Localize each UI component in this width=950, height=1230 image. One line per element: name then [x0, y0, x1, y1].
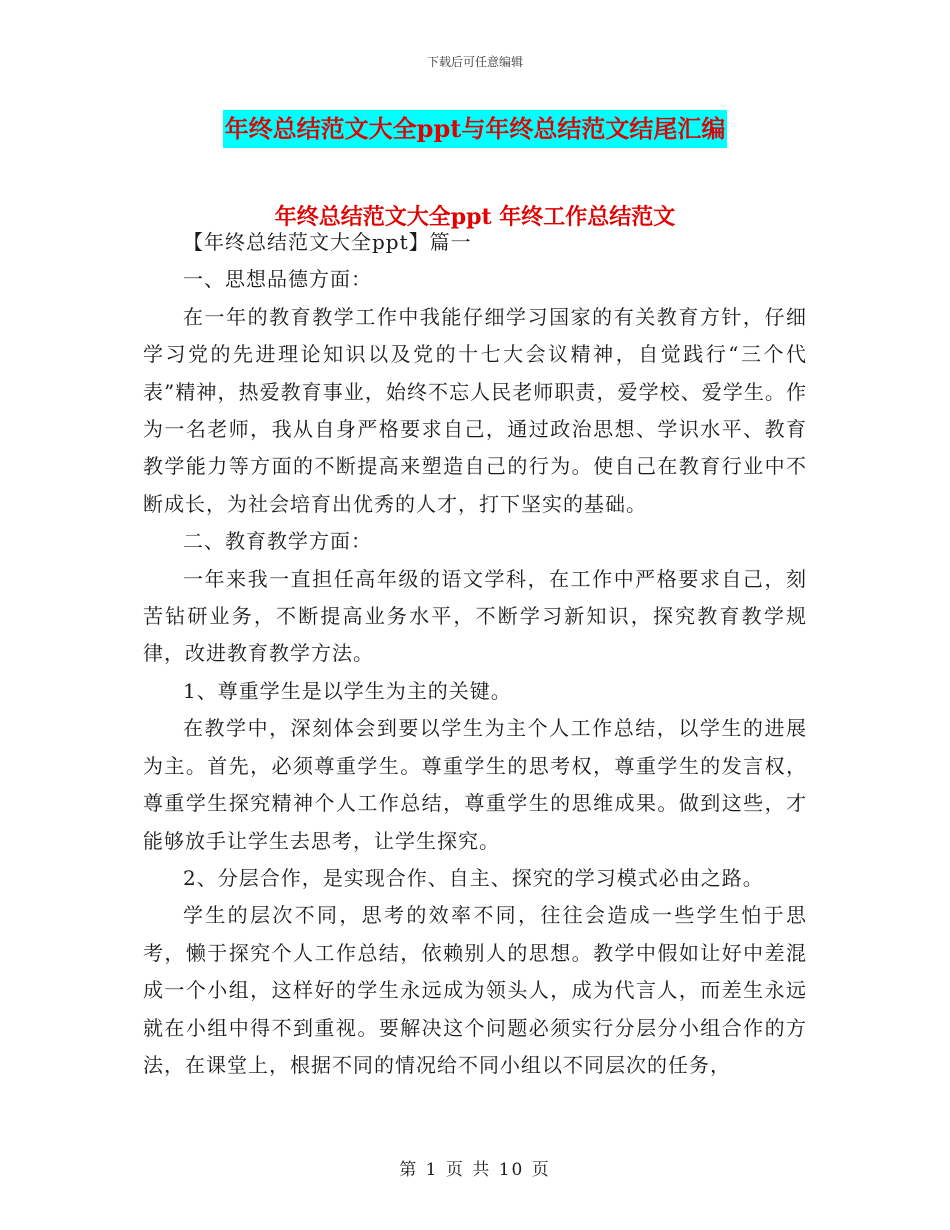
- paragraph: 在一年的教育教学工作中我能仔细学习国家的有关教育方针，仔细学习党的先进理论知识以及党的十七大会议精神，自觉践行“三个代表”精神，热爱教育事业，始终不忘人民老师职责，爱学校、爱学生。作为一名老师，我从自身严格要求自己，通过政治思想、学识水平、教育教学能力等方面的不断提高来塑造自己的行为。使自己在教育行业中不断成长，为社会培育出优秀的人才，打下坚实的基础。: [143, 304, 807, 516]
- paragraph: 二、教育教学方面：: [183, 529, 372, 554]
- paragraph: 一、思想品德方面：: [183, 267, 372, 292]
- section-heading: 【年终总结范文大全ppt】篇一: [183, 230, 472, 254]
- paragraph: 学生的层次不同，思考的效率不同，往往会造成一些学生怕于思考，懒于探究个人工作总结，依赖别人的思想。教学中假如让好中差混成一个小组，这样好的学生永远成为领头人，成为代言人，而差生永远就在小组中得不到重视。要解决这个问题必须实行分层分小组合作的方法，在课堂上，根据不同的情况给不同小组以不同层次的任务，: [143, 903, 807, 1077]
- main-title: 年终总结范文大全ppt与年终总结范文结尾汇编: [223, 110, 728, 148]
- paragraph: 1、尊重学生是以学生为主的关键。: [183, 678, 512, 703]
- main-title-container: [0, 110, 950, 148]
- paragraph: 在教学中，深刻体会到要以学生为主个人工作总结，以学生的进展为主。首先，必须尊重学生。尊重学生的思考权，尊重学生的发言权，尊重学生探究精神个人工作总结，尊重学生的思维成果。做到这些，才能够放手让学生去思考，让学生探究。: [143, 716, 807, 853]
- page-footer: 第 1 页 共 10 页: [399, 1160, 551, 1180]
- paragraph: 2、分层合作，是实现合作、自主、探究的学习模式必由之路。: [183, 865, 764, 890]
- document-body: [143, 224, 807, 1084]
- header-note: 下载后可任意编辑: [426, 55, 523, 69]
- sub-title: 年终总结范文大全ppt 年终工作总结范文: [274, 204, 676, 230]
- paragraph: 一年来我一直担任高年级的语文学科，在工作中严格要求自己，刻苦钻研业务，不断提高业务水平，不断学习新知识，探究教育教学规律，改进教育教学方法。: [143, 566, 807, 666]
